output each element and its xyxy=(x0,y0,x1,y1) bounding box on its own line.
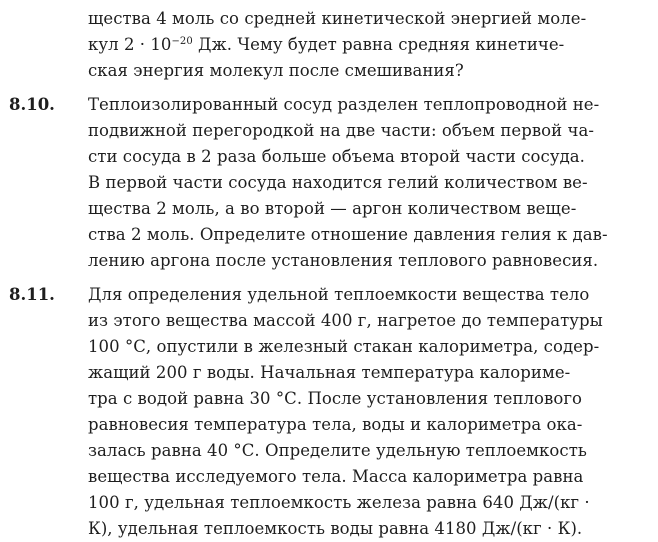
text-line: 100 °С, опустили в железный стакан калориметра, содер- xyxy=(88,337,600,356)
text-line: ства 2 моль. Определите отношение давления гелия к дав- xyxy=(88,225,608,244)
text-line: сти сосуда в 2 раза больше объема второй части сосуда. xyxy=(88,147,585,166)
text-line: тра с водой равна 30 °С. После установления теплового xyxy=(88,389,583,408)
text-line: 100 г, удельная теплоемкость железа равна 640 Дж/(кг · xyxy=(88,493,590,512)
text-line: К), удельная теплоемкость воды равна 4180 Дж/(кг · К). xyxy=(88,519,583,538)
text-line: щества 4 моль со средней кинетической энергией моле- xyxy=(88,9,587,28)
text-line: Для определения удельной теплоемкости вещества тело xyxy=(88,285,590,304)
text-line: из этого вещества массой 400 г, нагретое до температуры xyxy=(88,311,603,330)
text-line: В первой части сосуда находится гелий количеством ве- xyxy=(88,173,588,192)
text-line: щества 2 моль, а во второй — аргон количеством веще- xyxy=(88,199,577,218)
text-line xyxy=(88,32,564,58)
exponent: −20 xyxy=(171,36,193,47)
text-line: равновесия температура тела, воды и калориметра ока- xyxy=(88,415,583,434)
text-fragment: кул 2 · 10 xyxy=(88,35,172,54)
text-line: подвижной перегородкой на две части: объем первой ча- xyxy=(88,121,594,140)
problem-number: 8.11. xyxy=(9,285,55,304)
text-line: лению аргона после установления теплового равновесия. xyxy=(88,251,599,270)
problem-number: 8.10. xyxy=(9,95,55,114)
text-line: залась равна 40 °С. Определите удельную теплоемкость xyxy=(88,441,587,460)
text-line: вещества исследуемого тела. Масса калориметра равна xyxy=(88,467,584,486)
text-line: жащий 200 г воды. Начальная температура калориме- xyxy=(88,363,571,382)
text-fragment: Дж. Чему будет равна средняя кинетиче- xyxy=(192,35,565,54)
text-line: Теплоизолированный сосуд разделен теплопроводной не- xyxy=(88,95,600,114)
text-line: ская энергия молекул после смешивания? xyxy=(88,61,464,80)
